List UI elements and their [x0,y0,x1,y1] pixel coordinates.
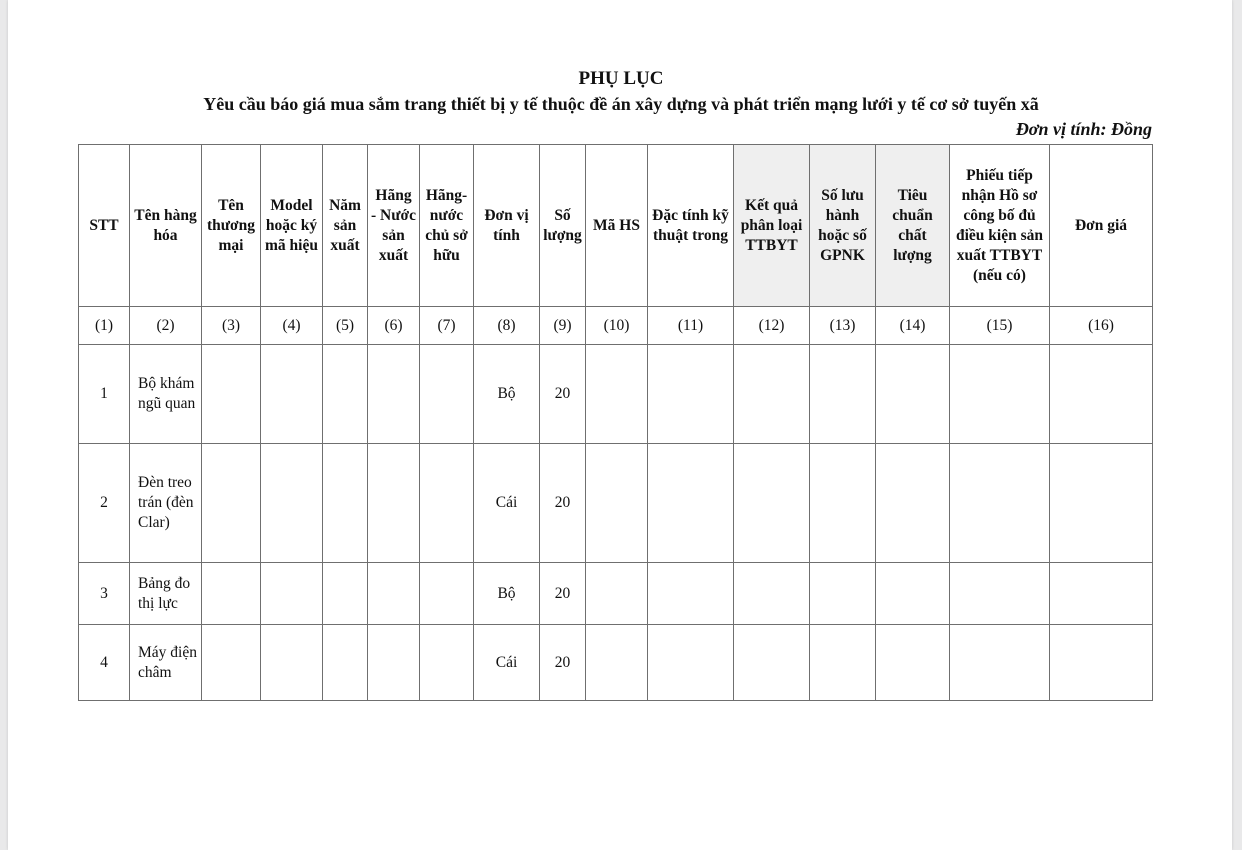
header-quantity: Số lượng [540,145,586,307]
row-unit: Cái [474,625,540,701]
column-number: (1) [79,307,130,345]
header-stt: STT [79,145,130,307]
header-owner-country: Hãng- nước chủ sở hữu [420,145,474,307]
row-unit: Cái [474,444,540,563]
column-number: (6) [368,307,420,345]
column-number: (10) [586,307,648,345]
row-quantity: 20 [540,345,586,444]
header-classification: Kết quả phân loại TTBYT [734,145,810,307]
row-stt: 2 [79,444,130,563]
table-row [79,563,1153,625]
row-product-name: Bảng đo thị lực [130,563,202,625]
column-number: (12) [734,307,810,345]
header-year: Năm sản xuất [323,145,368,307]
row-unit: Bộ [474,563,540,625]
currency-unit-note: Đơn vị tính: Đồng [1015,119,1152,139]
table-row [79,345,1153,444]
row-quantity: 20 [540,563,586,625]
row-stt: 3 [79,563,130,625]
column-number: (7) [420,307,474,345]
column-number: (13) [810,307,876,345]
header-quality-standard: Tiêu chuẩn chất lượng [876,145,950,307]
column-number: (14) [876,307,950,345]
column-number: (9) [540,307,586,345]
column-number: (2) [130,307,202,345]
document-title: PHỤ LỤC [578,68,664,89]
header-technical-specs: Đặc tính kỹ thuật trong [648,145,734,307]
row-unit: Bộ [474,345,540,444]
header-product-name: Tên hàng hóa [130,145,202,307]
row-product-name: Máy điện châm [130,625,202,701]
header-hs-code: Mã HS [586,145,648,307]
row-quantity: 20 [540,625,586,701]
header-row [79,145,1153,307]
column-number: (5) [323,307,368,345]
row-product-name: Đèn treo trán (đèn Clar) [130,444,202,563]
header-manufacturer-country: Hãng - Nước sản xuất [368,145,420,307]
column-number: (16) [1050,307,1153,345]
header-unit: Đơn vị tính [474,145,540,307]
row-product-name: Bộ khám ngũ quan [130,345,202,444]
header-model: Model hoặc ký mã hiệu [261,145,323,307]
row-stt: 4 [79,625,130,701]
header-registration-number: Số lưu hành hoặc số GPNK [810,145,876,307]
column-number: (11) [648,307,734,345]
column-number: (3) [202,307,261,345]
row-quantity: 20 [540,444,586,563]
header-receipt-form: Phiếu tiếp nhận Hồ sơ công bố đủ điều kiện sản xuất TTBYT (nếu có) [950,145,1050,307]
quotation-table [78,144,1153,701]
table-row [79,625,1153,701]
column-number: (4) [261,307,323,345]
header-trade-name: Tên thương mại [202,145,261,307]
row-stt: 1 [79,345,130,444]
table-row [79,444,1153,563]
column-number: (15) [950,307,1050,345]
column-number: (8) [474,307,540,345]
header-unit-price: Đơn giá [1050,145,1153,307]
document-subtitle: Yêu cầu báo giá mua sắm trang thiết bị y tế thuộc đề án xây dựng và phát triển mạng lưới y tế cơ sở tuyến xã [203,94,1039,114]
column-number-row [79,307,1153,345]
